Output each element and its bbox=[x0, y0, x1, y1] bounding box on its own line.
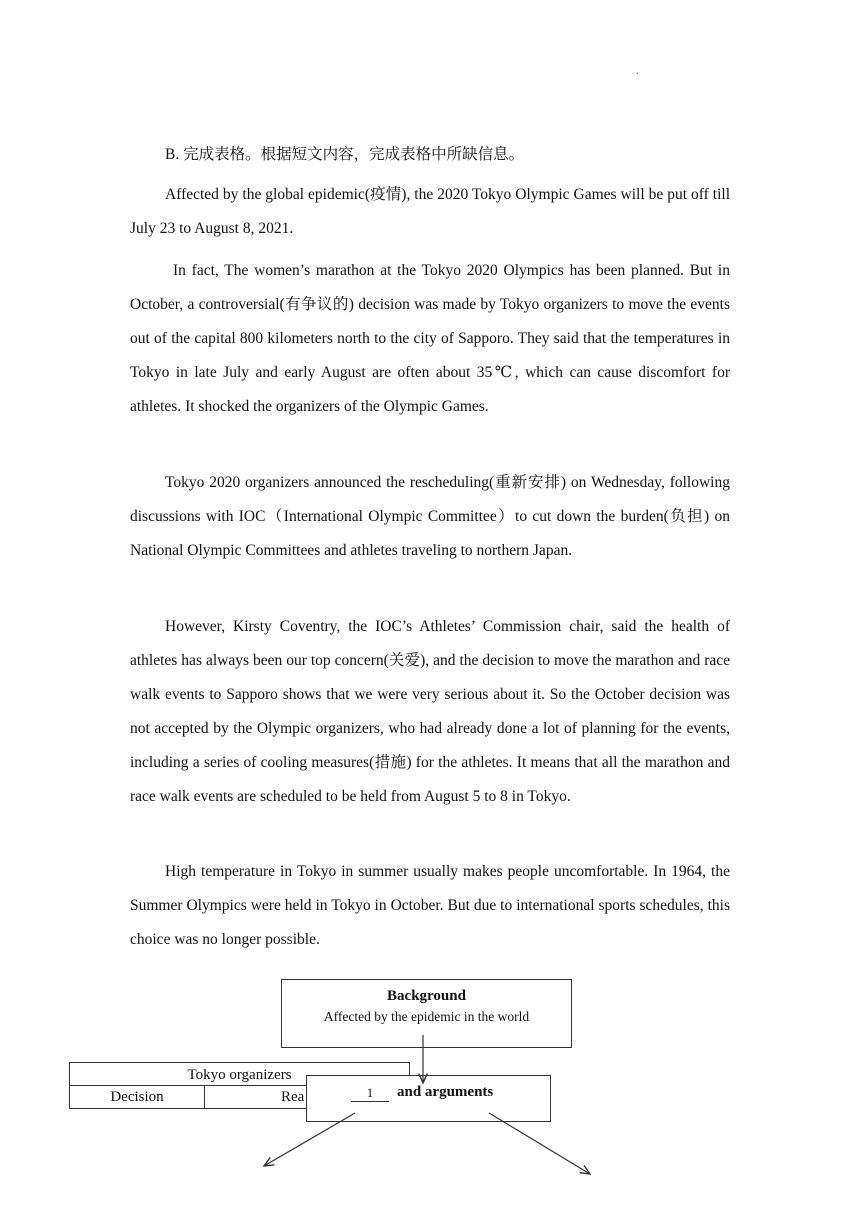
background-text: Affected by the epidemic in the world bbox=[323, 1009, 530, 1024]
organizers-header: Tokyo organizers bbox=[70, 1063, 409, 1086]
arrow-left-branch bbox=[264, 1113, 355, 1166]
background-title: Background bbox=[387, 988, 466, 1004]
paragraph-5: High temperature in Tokyo in summer usually makes people uncomfortable. In 1964, the Summer Olympics were held in Tokyo in October. But due to international sports schedules, this choice was no longer possible. bbox=[130, 863, 730, 948]
reason-cell: Rea bbox=[281, 1089, 305, 1105]
paragraph-4: However, Kirsty Coventry, the IOC’s Athletes’ Commission chair, said the health of athletes has always been our top concern(关爱), and the decision to move the marathon and race walk events to Sapporo shows that we were very serious about it. So the October decision was not accepted by the Olympic organizers, who had already done a lot of planning for the events, including a series of cooling measures(措施) for the athletes. It means that all the marathon and race walk events are scheduled to be held from August 5 to 8 in Tokyo. bbox=[130, 618, 730, 805]
arguments-label: and arguments bbox=[397, 1084, 494, 1100]
answer-blank-1[interactable]: 1 bbox=[351, 1085, 389, 1102]
header-mark: . bbox=[636, 66, 639, 77]
decision-cell: Decision bbox=[70, 1086, 205, 1108]
arrow-right-branch bbox=[489, 1113, 590, 1174]
paragraph-3: Tokyo 2020 organizers announced the rescheduling(重新安排) on Wednesday, following discussions with IOC（International Olympic Committee）to cut down the burden(负担) on National Olympic Committees and athletes traveling to northern Japan. bbox=[130, 474, 730, 559]
paragraph-1: Affected by the global epidemic(疫情), the 2020 Tokyo Olympic Games will be put off till July 23 to August 8, 2021. bbox=[130, 186, 730, 237]
section-heading: B. 完成表格。根据短文内容，完成表格中所缺信息。 bbox=[165, 146, 525, 163]
paragraph-2: In fact, The women’s marathon at the Tokyo 2020 Olympics has been planned. But in October, a controversial(有争议的) decision was made by Tokyo organizers to move the events out of the capital 800 kilometers north to the city of Sapporo. They said that the temperatures in Tokyo in late July and early August are often about 35℃, which can cause discomfort for athletes. It shocked the organizers of the Olympic Games. bbox=[130, 262, 730, 415]
